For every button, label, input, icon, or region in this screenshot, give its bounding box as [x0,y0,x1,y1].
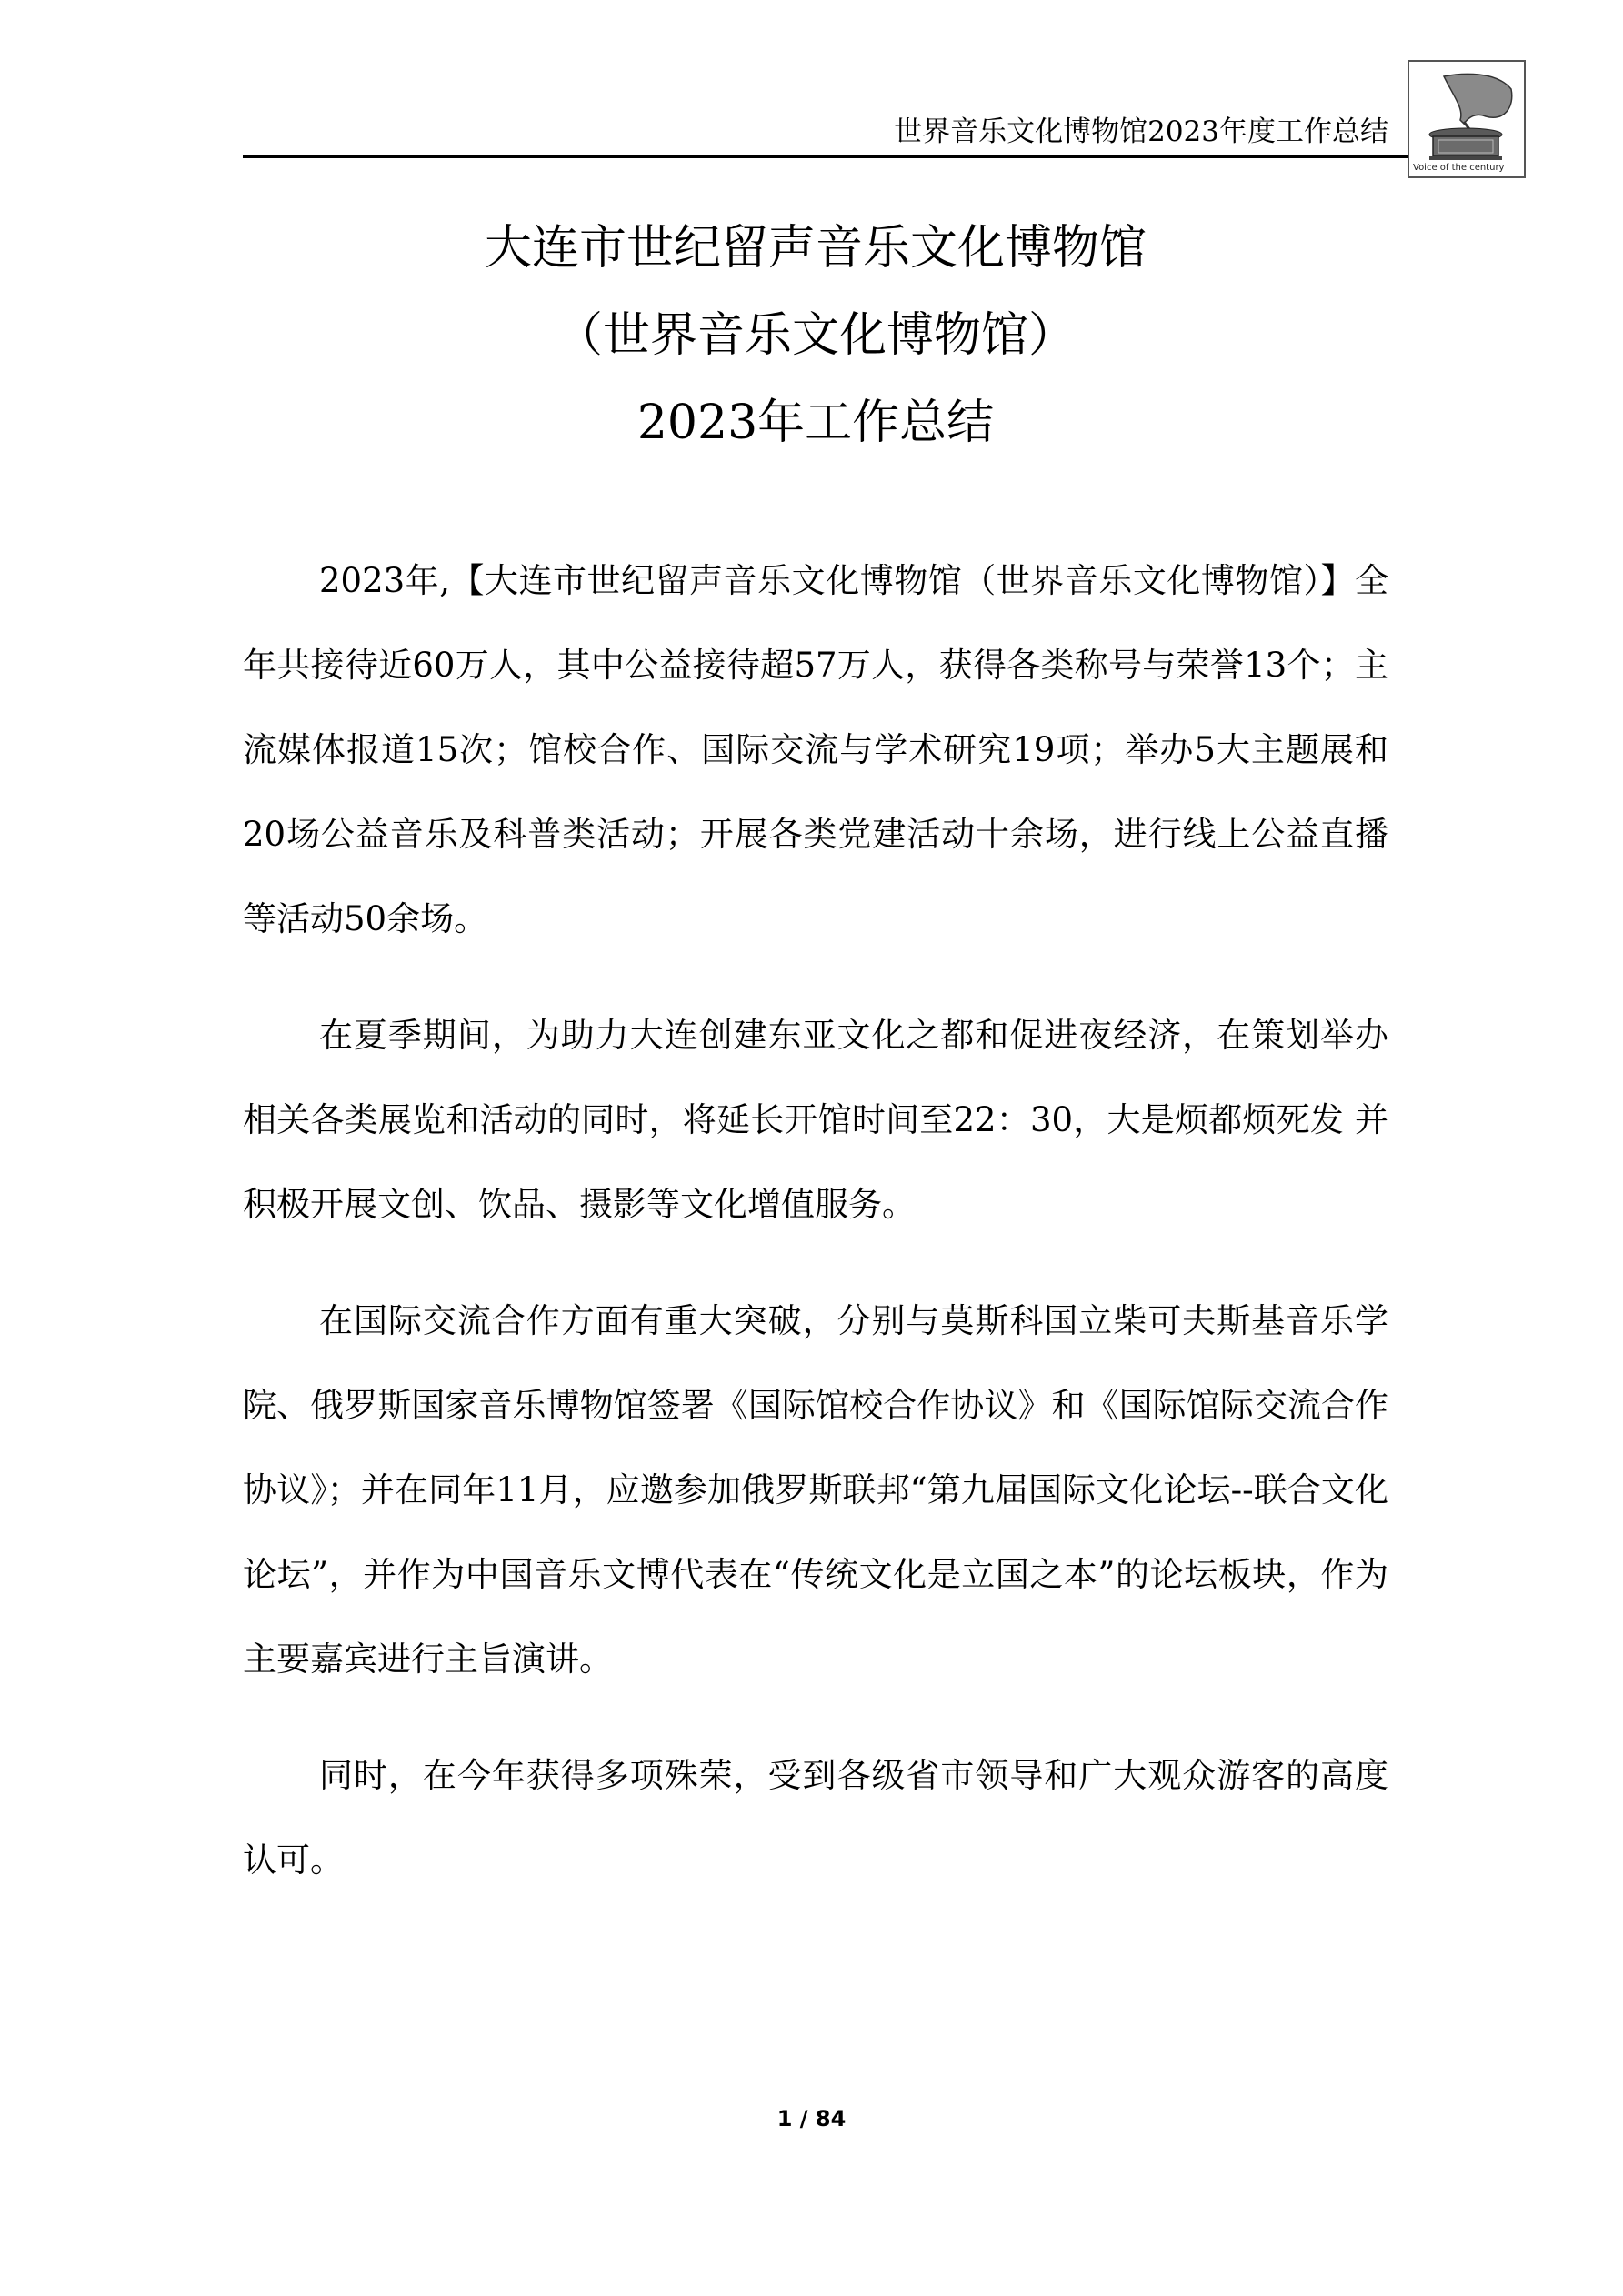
title-line-3: 2023年工作总结 [636,396,995,450]
paragraph-honors: 同时，在今年获得多项殊荣，受到各级省市领导和广大观众游客的高度认可。 [243,1756,1388,1880]
page-number: 1 / 84 [776,2106,847,2131]
header-divider [243,155,1416,158]
title-line-2: （世界音乐文化博物馆） [555,308,1076,363]
paragraph-international: 在国际交流合作方面有重大突破，分别与莫斯科国立柴可夫斯基音乐学院、俄罗斯国家音乐博物馆签署《国际馆校合作协议》和《国际馆际交流合作协议》；并在同年11月，应邀参加俄罗斯联邦“第九届国际文化论坛--联合文化论坛”，并作为中国音乐文博代表在“传统文化是立国之本”的论坛板块，作为主要嘉宾进行主旨演讲。 [243,1301,1388,1679]
document-body [243,538,1388,1934]
museum-logo [1408,60,1526,178]
document-title [243,205,1388,466]
paragraph-summary: 2023年,【大连市世纪留声音乐文化博物馆（世界音乐文化博物馆）】全年共接待近60万人，其中公益接待超57万人，获得各类称号与荣誉13个；主流媒体报道15次；馆校合作、国际交流与学术研究19项；举办5大主题展和20场公益音乐及科普类活动；开展各类党建活动十余场，进行线上公益直播等活动50余场。 [243,561,1388,938]
paragraph-summer: 在夏季期间，为助力大连创建东亚文化之都和促进夜经济，在策划举办相关各类展览和活动的同时，将延长开馆时间至22：30，大是烦都烦死发 并积极开展文创、饮品、摄影等文化增值服务。 [243,1016,1388,1224]
page-header [243,111,1388,158]
header-title: 世界音乐文化博物馆2023年度工作总结 [894,115,1388,148]
gramophone-icon [1409,62,1524,176]
logo-caption: Voice of the century [1413,163,1505,173]
title-line-1: 大连市世纪留声音乐文化博物馆 [484,221,1147,276]
